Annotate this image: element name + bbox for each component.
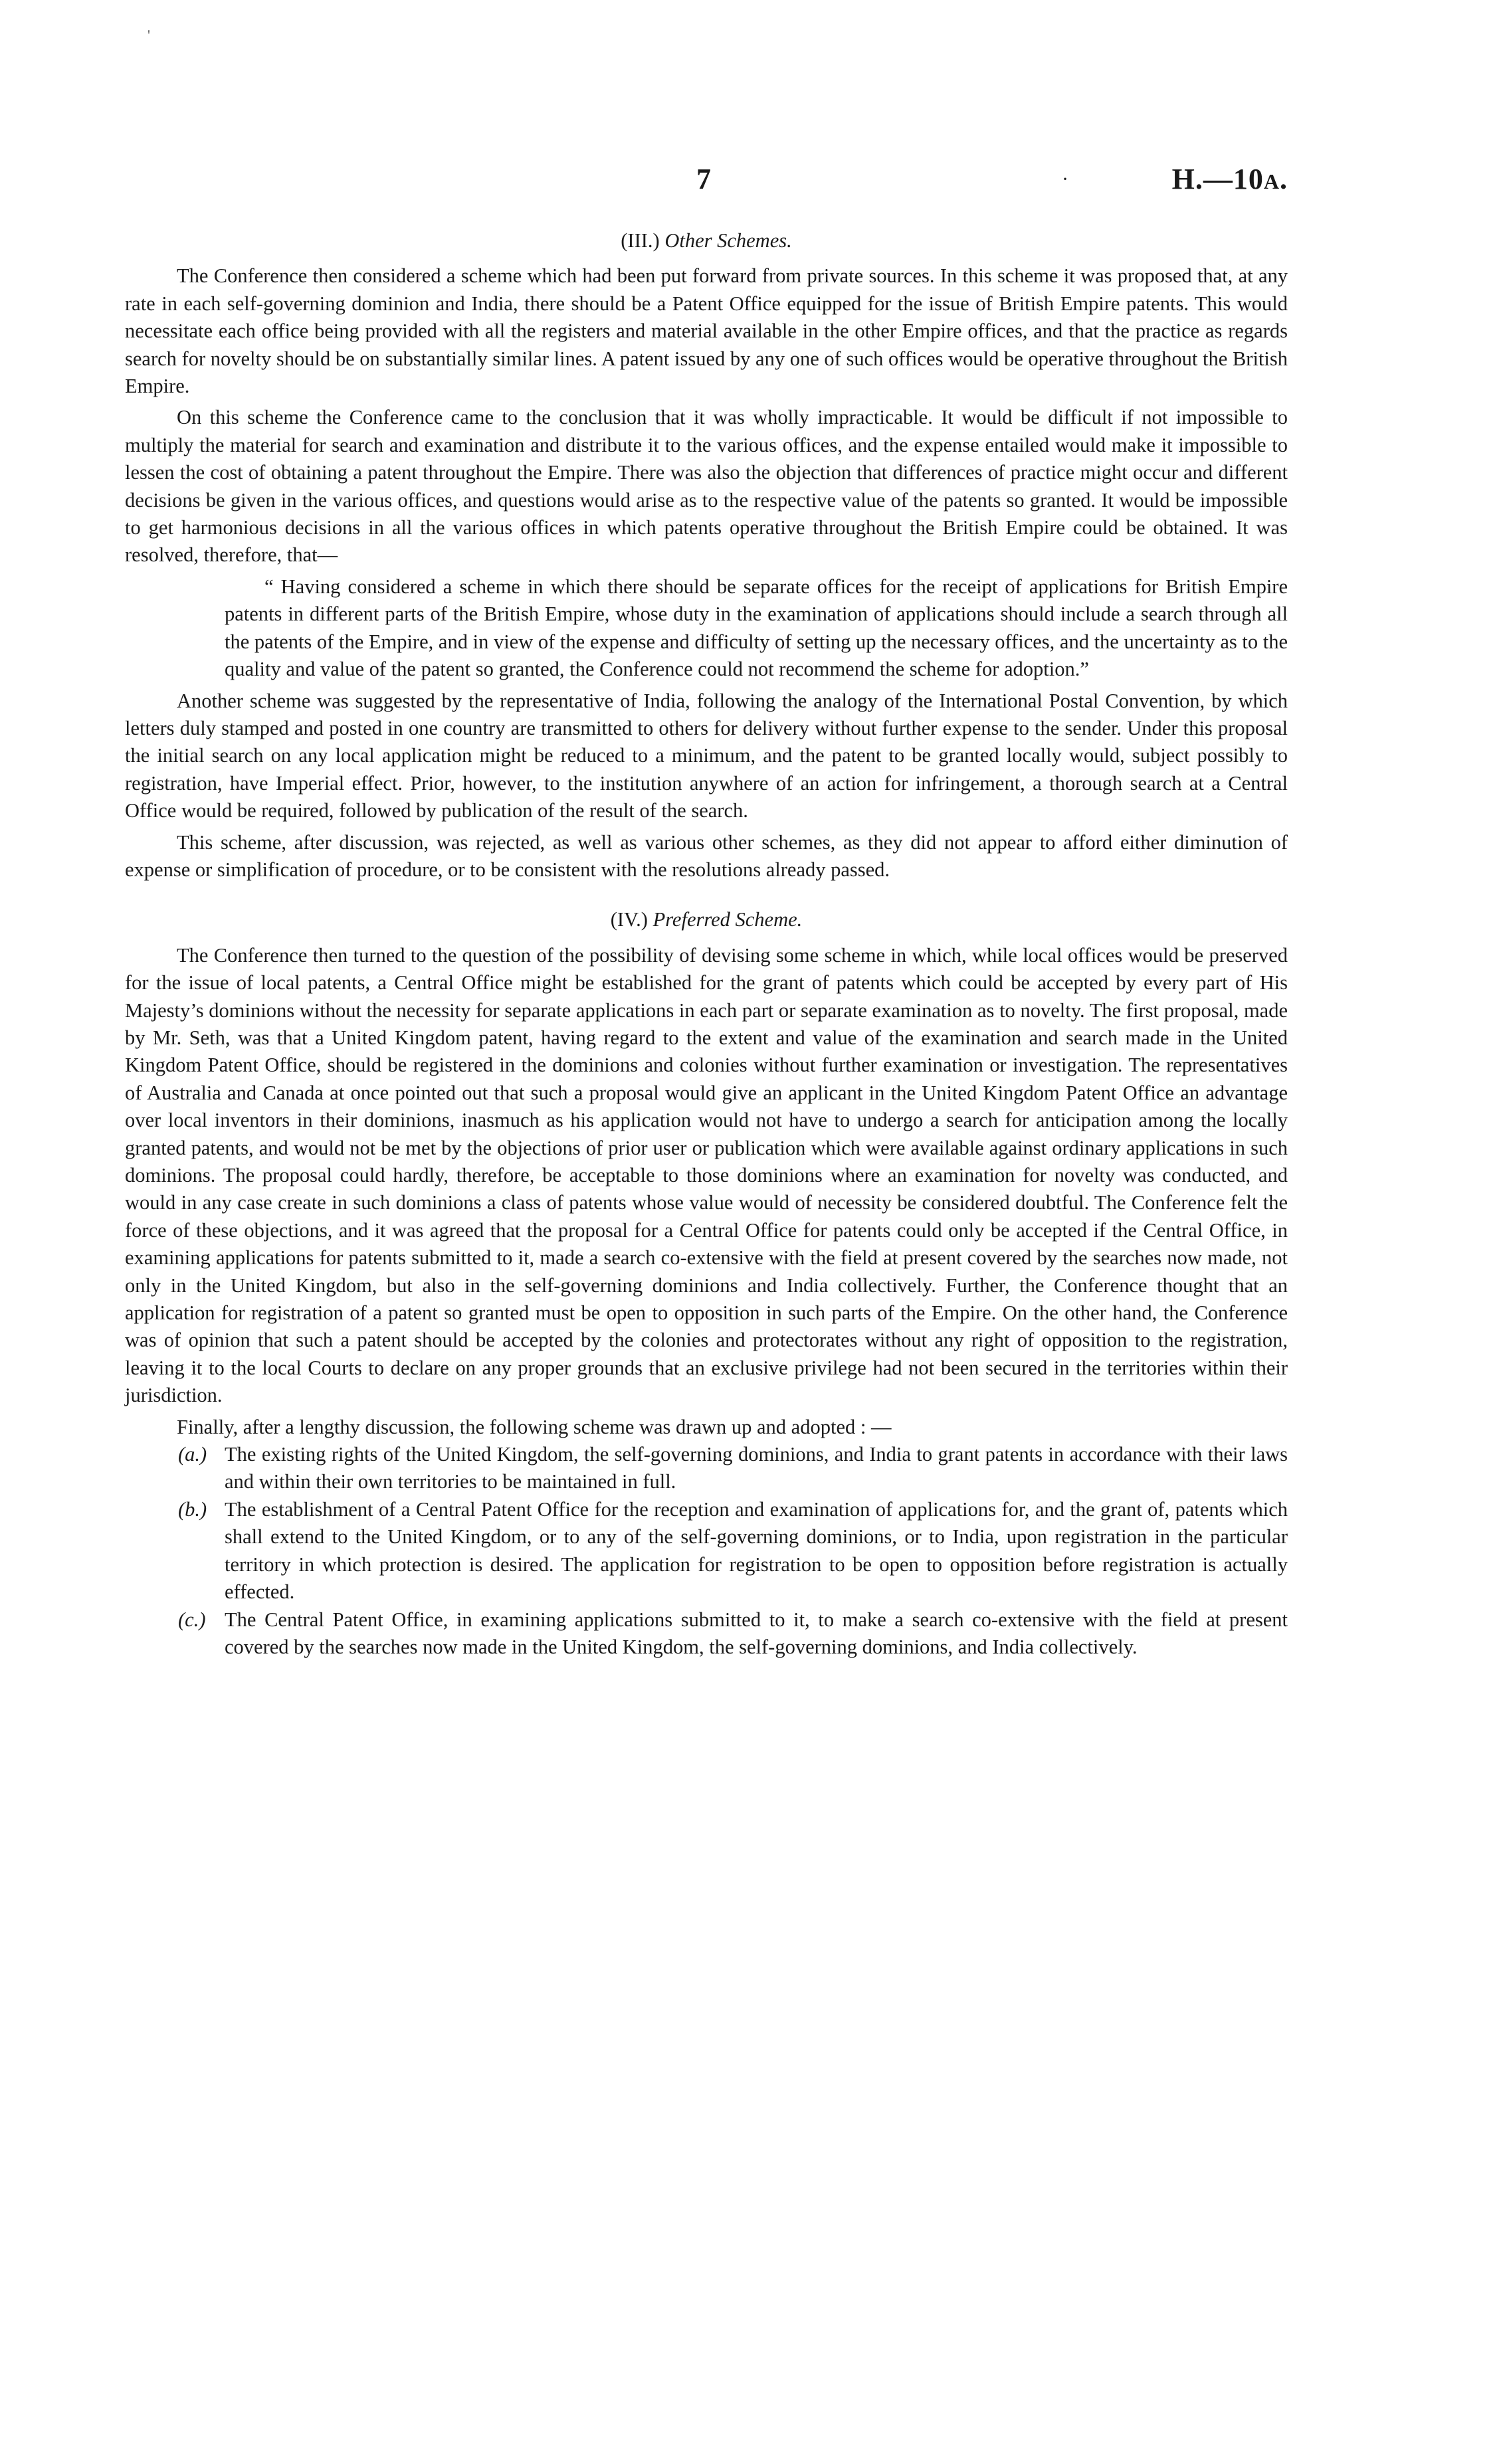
paragraph: The Conference then turned to the question of the possibility of devising some scheme in which, while local offices would be preserved for the issue of local patents, a Central Office might be established for the grant of patents which could be accepted by every part of His Majesty’s dominions without the necessity for separate applications in each part or separate examination as to novelty. The first proposal, made by Mr. Seth, was that a United Kingdom patent, having regard to the extent and value of the examination and search made in the United Kingdom Patent Office, should be registered in the dominions and colonies without further examination or investigation. The representatives of Australia and Canada at once pointed out that such a proposal would give an applicant in the United Kingdom Patent Office an advantage over local inventors in their dominions, inasmuch as his application would not have to undergo a search for anticipation among the locally granted patents, and would not be met by the objections of prior user or publication which were available against ordinary applications in such dominions. The proposal could hardly, therefore, be acceptable to those dominions where an examination for novelty was conducted, and would in any case create in such dominions a class of patents whose value would of necessity be considered doubtful. The Conference felt the force of these objections, and it was agreed that the proposal for a Central Office for patents could only be accepted if the Central Office, in examining applications for patents submitted to it, made a search co-extensive with the field at present covered by the searches now made, not only in the United Kingdom, but also in the self-governing dominions and India collectively. Further, the Conference thought that an application for registration of a patent so granted must be open to opposition in such parts of the Empire. On the other hand, the Conference was of opinion that such a patent should be accepted by the colonies and protectorates without any right of opposition to the registration, leaving it to the local Courts to declare on any proper grounds that an exclusive privilege had not been secured in the territories within their jurisdiction. [125,943,1288,1407]
paragraph: On this scheme the Conference came to the conclusion that it was wholly impracticable. It would be difficult if not impossible to multiply the material for search and examination and distribute it to the various offices, and the expense entailed would make it impossible to lessen the cost of obtaining a patent throughout the Empire. There was also the objection that differences of practice might occur and different decisions be given in the various offices, and questions would arise as to the respective value of the patents so granted. It would be impossible to get harmonious decisions in all the various offices in which patents operative throughout the British Empire could be obtained. It was resolved, therefore, that— [125,406,1288,567]
doc-ref-main: H.—10 [1171,163,1264,195]
list-label: (c.) [178,1608,206,1631]
heading-number: (IV.) [610,908,648,931]
paragraph: This scheme, after discussion, was rejected, as well as various other schemes, as they did not appear to afford either diminution of expense or simplification of procedure, or to be consistent with the resolutions already passed. [125,830,1288,881]
quote-text: “ Having considered a scheme in which there should be separate offices for the receipt of applications for British Empire patents in different parts of the British Empire, whose duty in the examination of applications should include a search through all the patents of the Empire, and in view of the expense and difficulty of setting up the necessary offices, and the uncertainty as to the quality and value of the patent so granted, the Conference could not recommend the scheme for adoption.” [225,575,1288,681]
list-item [125,1441,1288,1496]
document-reference [1172,159,1288,201]
list-item [125,1496,1288,1606]
resolution-quote [225,573,1288,684]
heading-title: Other Schemes. [664,229,792,252]
section-heading-other-schemes [125,227,1288,254]
header-dot: · [1062,168,1068,190]
document-body [125,227,1288,1661]
list-text: The establishment of a Central Patent Office for the reception and examination of applications for, and the grant of, patents which shall extend to the United Kingdom, or to any of the self-governing dominions, or to India, upon registration in the particular territory in which protection is desired. The application for registration to be open to opposition before registration is actually effected. [225,1497,1288,1604]
list-text: The Central Patent Office, in examining applications submitted to it, to make a search co-extensive with the field at present covered by the searches now made in the United Kingdom, the self-governing dominions, and India collectively. [225,1608,1288,1658]
doc-ref-small: A [1263,169,1280,193]
paragraph: The Conference then considered a scheme which had been put forward from private sources. In this scheme it was proposed that, at any rate in each self-governing dominion and India, there should be a Patent Office equipped for the issue of British Empire patents. This would necessitate each office being provided with all the registers and material available in the other Empire offices, and that the practice as regards search for novelty should be on substantially similar lines. A patent issued by any one of such offices would be operative throughout the British Empire. [125,264,1288,398]
paragraph: Another scheme was suggested by the representative of India, following the analogy of the International Postal Convention, by which letters duly stamped and posted in one country are transmitted to others for delivery without further expense to the sender. Under this proposal the initial search on any local application might be reduced to a minimum, and the patent to be granted locally would, subject possibly to registration, have Imperial effect. Prior, however, to the institution anywhere of an action for infringement, a thorough search at a Central Office would be required, followed by publication of the result of the search. [125,689,1288,822]
section-heading-preferred-scheme [125,906,1288,933]
doc-ref-end: . [1280,163,1288,195]
stray-mark: ' [148,27,150,43]
list-item [125,1606,1288,1661]
page-number: 7 [696,163,711,195]
list-text: The existing rights of the United Kingdom, the self-governing dominions, and India to grant patents in accordance with their laws and within their own territories to be maintained in full. [225,1443,1288,1493]
heading-title: Preferred Scheme. [653,908,803,931]
heading-number: (III.) [621,229,660,252]
list-label: (a.) [178,1443,207,1466]
list-label: (b.) [178,1497,207,1521]
page-header [125,159,1288,199]
paragraph: Finally, after a lengthy discussion, the following scheme was drawn up and adopted : — [177,1415,892,1438]
